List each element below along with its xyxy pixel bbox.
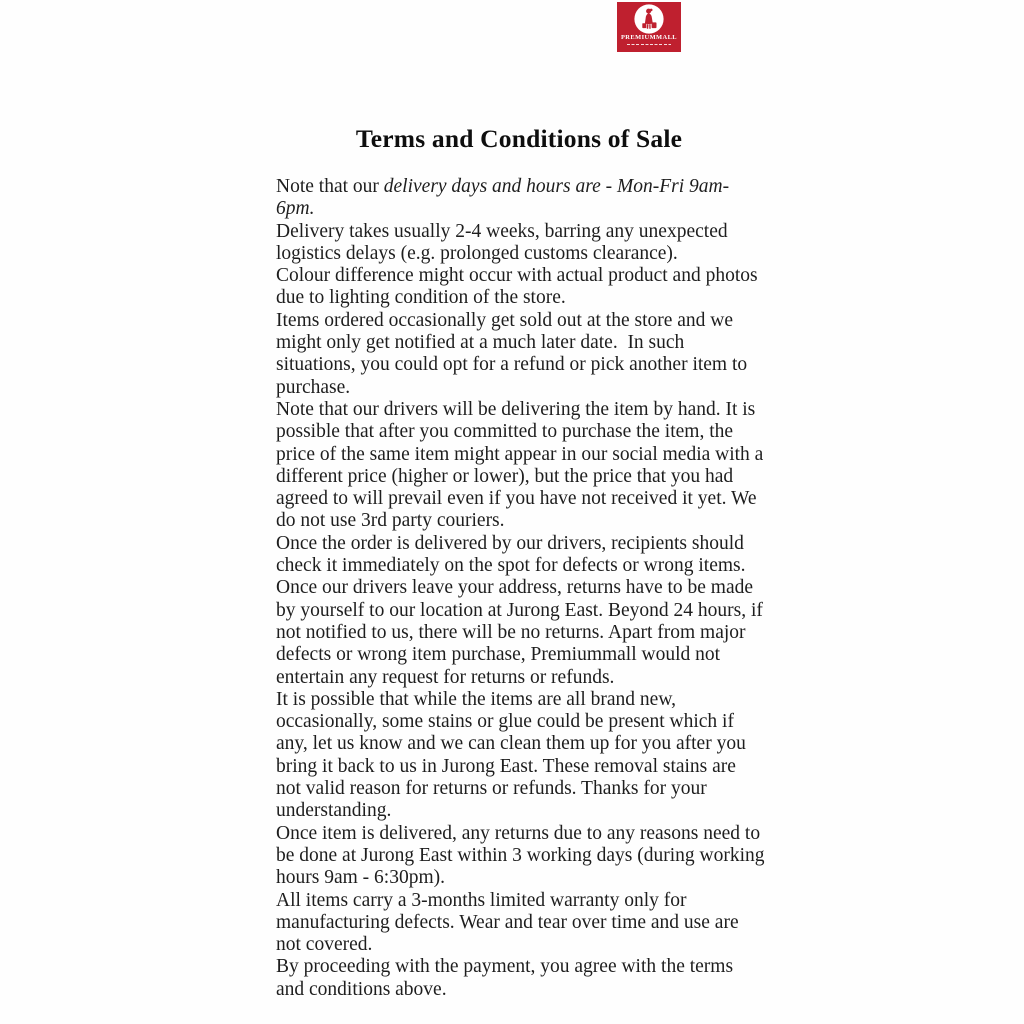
- terms-line: All items carry a 3-months limited warranty only for: [276, 889, 687, 911]
- terms-line: do not use 3rd party couriers.: [276, 510, 505, 532]
- terms-line: By proceeding with the payment, you agree with the terms: [276, 956, 734, 978]
- terms-line: Note that our drivers will be delivering the item by hand. It is: [276, 398, 756, 420]
- terms-line: not notified to us, there will be no returns. Apart from major: [276, 621, 746, 643]
- terms-line: agreed to will prevail even if you have not received it yet. We: [276, 488, 757, 510]
- terms-paragraph: [276, 823, 768, 890]
- terms-line: situations, you could opt for a refund or pick another item to: [276, 354, 748, 376]
- terms-line: different price (higher or lower), but the price that you had: [276, 465, 734, 487]
- terms-paragraph: [276, 310, 768, 399]
- terms-line: not covered.: [276, 934, 373, 956]
- terms-line: and conditions above.: [276, 978, 447, 1000]
- brand-logo: [617, 2, 681, 52]
- terms-line: Once item is delivered, any returns due to any reasons need to: [276, 822, 761, 844]
- terms-paragraph: [276, 176, 768, 221]
- brand-logo-tagline-decoration: [627, 44, 671, 46]
- terms-line: hours 9am - 6:30pm).: [276, 867, 445, 889]
- terms-line: might only get notified at a much later date. In such: [276, 332, 685, 354]
- shopper-silhouette-icon: [634, 4, 664, 34]
- terms-line: check it immediately on the spot for defects or wrong items.: [276, 555, 746, 577]
- terms-paragraph: [276, 689, 768, 823]
- terms-paragraph: [276, 890, 768, 957]
- terms-line: by yourself to our location at Jurong East. Beyond 24 hours, if: [276, 599, 763, 621]
- terms-line: It is possible that while the items are all brand new,: [276, 688, 677, 710]
- terms-paragraph: [276, 265, 768, 310]
- terms-paragraph: [276, 533, 768, 578]
- terms-line: price of the same item might appear in our social media with a: [276, 443, 764, 465]
- brand-logo-text: PREMIUMMALL: [620, 34, 678, 41]
- terms-line: due to lighting condition of the store.: [276, 287, 566, 309]
- terms-line: manufacturing defects. Wear and tear over time and use are: [276, 911, 739, 933]
- terms-line: possible that after you committed to purchase the item, the: [276, 421, 734, 443]
- terms-line: Once the order is delivered by our drivers, recipients should: [276, 532, 744, 554]
- terms-line: Items ordered occasionally get sold out at the store and we: [276, 309, 734, 331]
- terms-paragraph: [276, 399, 768, 533]
- terms-line: defects or wrong item purchase, Premiummall would not: [276, 644, 721, 666]
- terms-content: [276, 176, 768, 1001]
- terms-line: not valid reason for returns or refunds. Thanks for your: [276, 778, 707, 800]
- terms-line: Colour difference might occur with actual product and photos: [276, 265, 758, 287]
- terms-paragraph: [276, 221, 768, 266]
- document-title: Terms and Conditions of Sale: [355, 124, 683, 153]
- terms-line: any, let us know and we can clean them up for you after you: [276, 733, 746, 755]
- terms-paragraph: [276, 956, 768, 1001]
- terms-line: logistics delays (e.g. prolonged customs clearance).: [276, 242, 678, 264]
- terms-line: bring it back to us in Jurong East. These removal stains are: [276, 755, 736, 777]
- terms-line: understanding.: [276, 800, 392, 822]
- terms-paragraph: [276, 577, 768, 688]
- terms-line: 6pm.: [276, 198, 315, 220]
- terms-line: Once our drivers leave your address, returns have to be made: [276, 577, 754, 599]
- terms-line: occasionally, some stains or glue could be present which if: [276, 711, 734, 733]
- terms-line: entertain any request for returns or refunds.: [276, 666, 615, 688]
- terms-line: be done at Jurong East within 3 working days (during working: [276, 844, 765, 866]
- terms-line: Note that our delivery days and hours are - Mon-Fri 9am-: [276, 176, 730, 197]
- terms-line: purchase.: [276, 376, 351, 398]
- terms-line: Delivery takes usually 2-4 weeks, barring any unexpected: [276, 220, 728, 242]
